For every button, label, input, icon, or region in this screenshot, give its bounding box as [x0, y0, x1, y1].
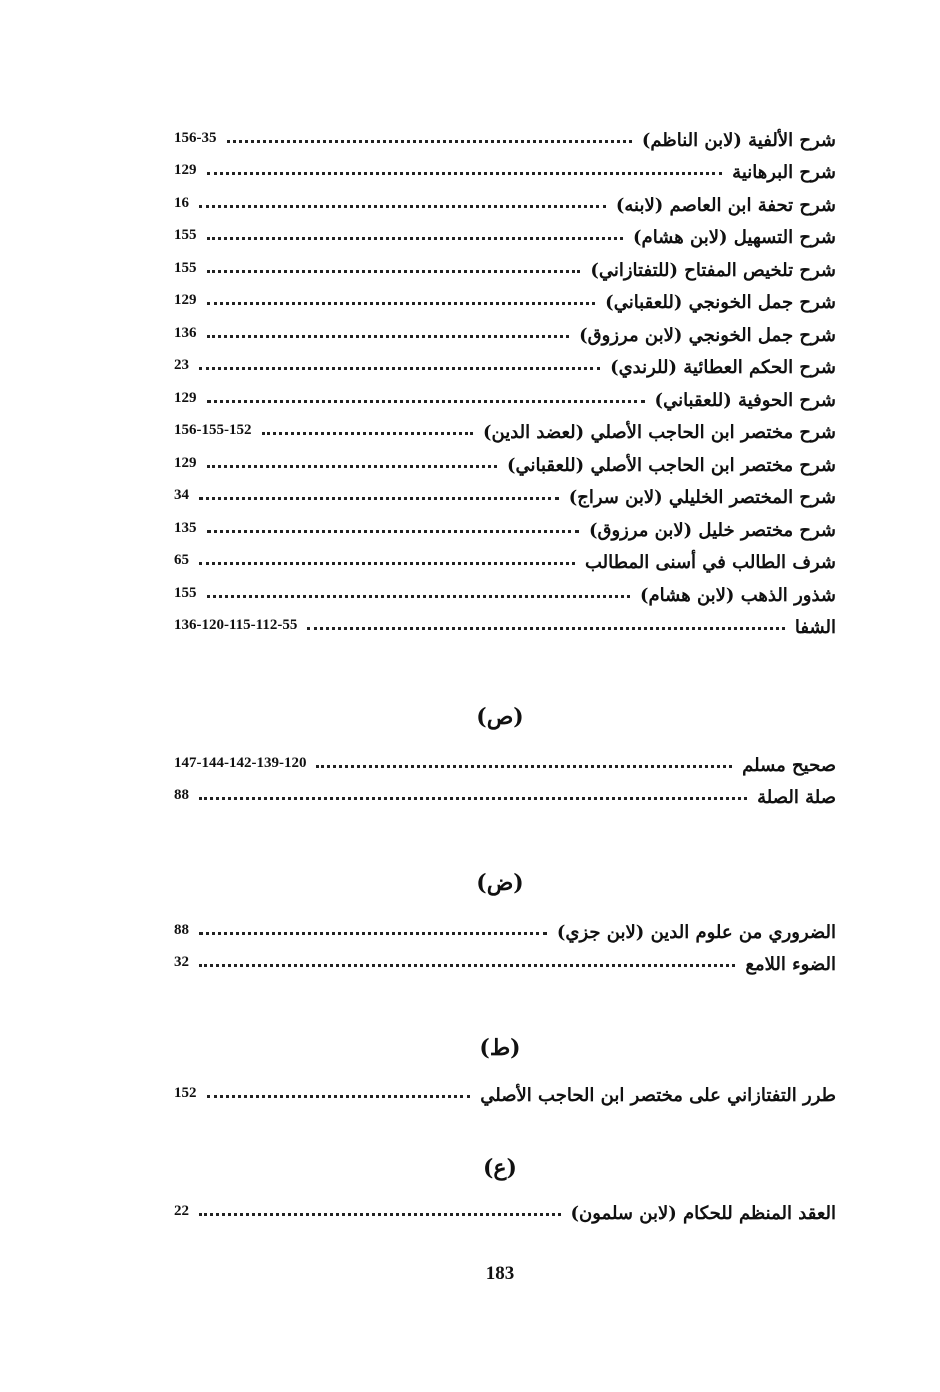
- entry-pages: 129: [174, 454, 197, 471]
- index-entry: [174, 348, 836, 381]
- dot-leader: [207, 594, 630, 598]
- entry-title: شرح تحفة ابن العاصم (لابنه): [615, 194, 836, 216]
- entry-pages: 156-35: [174, 129, 217, 146]
- entry-pages: 129: [174, 292, 197, 308]
- entry-pages: 155: [174, 584, 197, 601]
- entry-title: صحيح مسلم: [742, 754, 836, 776]
- entry-pages: 136-120-115-112-55: [174, 617, 298, 633]
- index-entry: [174, 283, 836, 316]
- dot-leader: [199, 1212, 561, 1216]
- entry-title: الضروري من علوم الدين (لابن جزي): [556, 921, 836, 943]
- entry-pages: 22: [174, 1202, 189, 1219]
- section-heading-dad: (ض): [476, 870, 524, 896]
- entry-title: شرح مختصر خليل (لابن مرزوق): [588, 519, 836, 541]
- dot-leader: [199, 204, 606, 208]
- dot-leader: [199, 366, 600, 370]
- index-entry: [174, 315, 836, 348]
- entry-pages: 65: [174, 552, 189, 568]
- entry-title: العقد المنظم للحكام (لابن سلمون): [570, 1202, 836, 1224]
- section-shin: [174, 120, 836, 640]
- entry-title: شرح جمل الخونجي (للعقباني): [605, 292, 836, 313]
- dot-leader: [207, 301, 596, 305]
- index-entry: [174, 120, 836, 153]
- entry-title: شرح جمل الخونجي (لابن مرزوق): [579, 324, 836, 346]
- dot-leader: [207, 269, 581, 273]
- entry-title: صلة الصلة: [757, 787, 836, 808]
- entry-pages: 156-155-152: [174, 422, 252, 438]
- entry-pages: 88: [174, 921, 189, 938]
- index-entry: [174, 912, 836, 945]
- entry-title: شرح المختصر الخليلي (لابن سراج): [568, 487, 836, 508]
- entry-pages: 129: [174, 389, 197, 406]
- dot-leader: [199, 496, 559, 500]
- dot-leader: [199, 796, 747, 800]
- index-entry: [174, 575, 836, 608]
- entry-title: شرف الطالب في أسنى المطالب: [584, 552, 836, 573]
- entry-pages: 136: [174, 324, 197, 341]
- entry-title: طرر التفتازاني على مختصر ابن الحاجب الأصلي: [480, 1084, 836, 1106]
- entry-pages: 32: [174, 954, 189, 970]
- index-entry: [174, 510, 836, 543]
- index-entry: [174, 478, 836, 511]
- entry-pages: 147-144-142-139-120: [174, 754, 307, 771]
- entry-title: شرح التسهيل (لابن هشام): [633, 227, 836, 248]
- dot-leader: [262, 431, 474, 435]
- index-entry: [174, 445, 836, 478]
- dot-leader: [207, 334, 570, 338]
- entry-pages: 34: [174, 487, 189, 503]
- index-entry: [174, 380, 836, 413]
- entry-pages: 155: [174, 259, 197, 276]
- entry-pages: 129: [174, 162, 197, 178]
- section-dad: [174, 912, 836, 977]
- index-entry: [174, 185, 836, 218]
- index-entry: [174, 608, 836, 641]
- dot-leader: [227, 139, 632, 143]
- entry-title: شرح الحوفية (للعقباني): [654, 389, 836, 411]
- dot-leader: [207, 236, 624, 240]
- index-entry: [174, 250, 836, 283]
- index-entry: [174, 778, 836, 811]
- dot-leader: [207, 529, 579, 533]
- entry-title: شرح الحكم العطائية (للرندي): [610, 357, 836, 378]
- dot-leader: [207, 464, 497, 468]
- entry-pages: 23: [174, 357, 189, 373]
- section-ta: [174, 1075, 836, 1108]
- entry-pages: 155: [174, 227, 197, 243]
- index-entry: [174, 1193, 836, 1226]
- entry-title: شرح مختصر ابن الحاجب الأصلي (لعضد الدين): [483, 422, 836, 443]
- index-entry: [174, 218, 836, 251]
- dot-leader: [307, 626, 785, 630]
- entry-pages: 135: [174, 519, 197, 536]
- dot-leader: [199, 931, 547, 935]
- section-heading-sad: (ص): [476, 704, 524, 730]
- entry-pages: 88: [174, 787, 189, 803]
- dot-leader: [316, 764, 732, 768]
- section-heading-ayn: (ع): [483, 1155, 517, 1181]
- dot-leader: [199, 561, 575, 565]
- section-ayn: [174, 1193, 836, 1226]
- dot-leader: [199, 963, 735, 967]
- entry-pages: 152: [174, 1084, 197, 1101]
- index-entry: [174, 153, 836, 186]
- dot-leader: [207, 399, 645, 403]
- index-entry: [174, 413, 836, 446]
- entry-title: شرح تلخيص المفتاح (للتفتازاني): [590, 259, 836, 281]
- index-entry: [174, 543, 836, 576]
- entry-title: الضوء اللامع: [745, 954, 836, 975]
- entry-title: شذور الذهب (لابن هشام): [639, 584, 836, 606]
- section-heading-ta: (ط): [479, 1035, 521, 1061]
- index-entry: [174, 745, 836, 778]
- entry-title: شرح مختصر ابن الحاجب الأصلي (للعقباني): [506, 454, 836, 476]
- dot-leader: [207, 1094, 471, 1098]
- index-entry: [174, 945, 836, 978]
- index-entry: [174, 1075, 836, 1108]
- dot-leader: [207, 171, 723, 175]
- entry-title: شرح البرهانية: [732, 162, 836, 183]
- entry-title: الشفا: [794, 617, 836, 638]
- entry-pages: 16: [174, 194, 189, 211]
- page-number: 183: [485, 1263, 515, 1284]
- section-sad: [174, 745, 836, 810]
- entry-title: شرح الألفية (لابن الناظم): [641, 129, 836, 151]
